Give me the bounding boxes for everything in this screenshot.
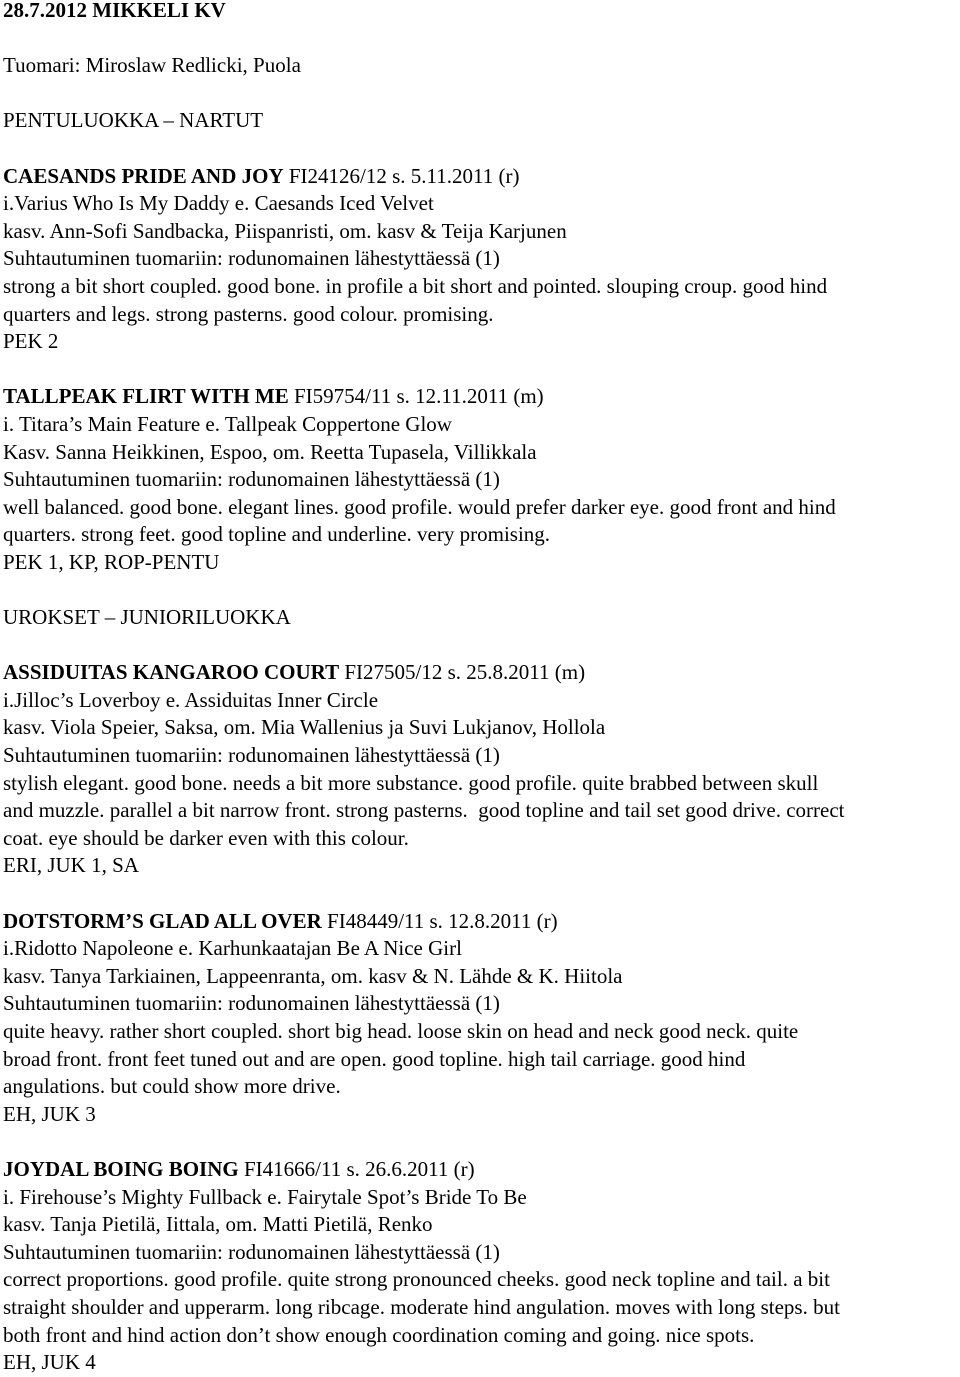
class-title: UROKSET – JUNIORILUOKKA — [3, 605, 291, 630]
dog-entry — [3, 908, 958, 1129]
entry-line: ERI, JUK 1, SA — [3, 853, 139, 878]
entry-line: i.Jilloc’s Loverboy e. Assiduitas Inner Circle — [3, 687, 379, 712]
dog-entry — [3, 1156, 958, 1377]
class-list — [3, 107, 958, 1376]
entry-line: PEK 2 — [3, 329, 59, 354]
entry-heading — [3, 659, 958, 687]
entry-line: coat. eye should be darker even with this colour. — [3, 825, 409, 850]
entry-line: Suhtautuminen tuomariin: rodunomainen lähestyttäessä (1) — [3, 1239, 500, 1264]
entry-line: kasv. Tanja Pietilä, Iittala, om. Matti Pietilä, Renko — [3, 1212, 433, 1237]
entry-line: PEK 1, KP, ROP-PENTU — [3, 549, 220, 574]
entry-line: correct proportions. good profile. quite strong pronounced cheeks. good neck topline and tail. a bit — [3, 1267, 830, 1292]
entry-line: stylish elegant. good bone. needs a bit more substance. good profile. quite brabbed between skull — [3, 770, 819, 795]
entry-line: Suhtautuminen tuomariin: rodunomainen lähestyttäessä (1) — [3, 991, 500, 1016]
entry-line: i. Firehouse’s Mighty Fullback e. Fairytale Spot’s Bride To Be — [3, 1184, 527, 1209]
entry-line: kasv. Viola Speier, Saksa, om. Mia Wallenius ja Suvi Lukjanov, Hollola — [3, 715, 606, 740]
entry-line: well balanced. good bone. elegant lines. good profile. would prefer darker eye. good front and hind — [3, 494, 836, 519]
registration-info: FI59754/11 s. 12.11.2011 (m) — [288, 384, 544, 409]
dog-name: ASSIDUITAS KANGAROO COURT — [3, 660, 340, 685]
entry-line: kasv. Tanya Tarkiainen, Lappeenranta, om. kasv & N. Lähde & K. Hiitola — [3, 963, 623, 988]
entry-line: quite heavy. rather short coupled. short big head. loose skin on head and neck good neck. quite — [3, 1018, 799, 1043]
registration-info: FI41666/11 s. 26.6.2011 (r) — [238, 1156, 475, 1181]
show-title: 28.7.2012 MIKKELI KV — [3, 0, 226, 22]
entry-line: both front and hind action don’t show enough coordination coming and going. nice spots. — [3, 1322, 755, 1347]
entry-line: straight shoulder and upperarm. long ribcage. moderate hind angulation. moves with long steps. but — [3, 1294, 840, 1319]
dog-name: TALLPEAK FLIRT WITH ME — [3, 384, 289, 409]
entry-line: i. Titara’s Main Feature e. Tallpeak Coppertone Glow — [3, 411, 452, 436]
entry-heading — [3, 163, 958, 191]
entry-line: angulations. but could show more drive. — [3, 1074, 341, 1099]
registration-info: FI27505/12 s. 25.8.2011 (m) — [339, 660, 586, 685]
dog-entry — [3, 383, 958, 576]
entry-line: Kasv. Sanna Heikkinen, Espoo, om. Reetta Tupasela, Villikkala — [3, 439, 537, 464]
entry-line: broad front. front feet tuned out and are open. good topline. high tail carriage. good hind — [3, 1046, 746, 1071]
entry-line: i.Varius Who Is My Daddy e. Caesands Iced Velvet — [3, 191, 434, 216]
entry-heading — [3, 1156, 958, 1184]
entry-line: and muzzle. parallel a bit narrow front. strong pasterns. good topline and tail set good drive. correct — [3, 798, 845, 823]
registration-info: FI48449/11 s. 12.8.2011 (r) — [321, 908, 558, 933]
dog-name: CAESANDS PRIDE AND JOY — [3, 163, 284, 188]
entry-line: quarters. strong feet. good topline and underline. very promising. — [3, 522, 551, 547]
class-title: PENTULUOKKA – NARTUT — [3, 108, 264, 133]
document — [3, 0, 958, 1377]
dog-entry — [3, 163, 958, 356]
entry-line: quarters and legs. strong pasterns. good colour. promising. — [3, 301, 494, 326]
entry-line: Suhtautuminen tuomariin: rodunomainen lähestyttäessä (1) — [3, 246, 500, 271]
entry-line: Suhtautuminen tuomariin: rodunomainen lähestyttäessä (1) — [3, 743, 500, 768]
dog-name: JOYDAL BOING BOING — [3, 1156, 239, 1181]
entry-line: EH, JUK 4 — [3, 1350, 96, 1375]
entry-line: Suhtautuminen tuomariin: rodunomainen lähestyttäessä (1) — [3, 467, 500, 492]
entry-line: i.Ridotto Napoleone e. Karhunkaatajan Be A Nice Girl — [3, 936, 462, 961]
dog-name: DOTSTORM’S GLAD ALL OVER — [3, 908, 322, 933]
entry-heading — [3, 383, 958, 411]
entry-heading — [3, 908, 958, 936]
entry-line: strong a bit short coupled. good bone. in profile a bit short and pointed. slouping croup. good hind — [3, 273, 828, 298]
entry-line: EH, JUK 3 — [3, 1101, 96, 1126]
judge-line: Tuomari: Miroslaw Redlicki, Puola — [3, 53, 301, 78]
registration-info: FI24126/12 s. 5.11.2011 (r) — [283, 163, 520, 188]
entry-line: kasv. Ann-Sofi Sandbacka, Piispanristi, om. kasv & Teija Karjunen — [3, 218, 567, 243]
dog-entry — [3, 659, 958, 880]
